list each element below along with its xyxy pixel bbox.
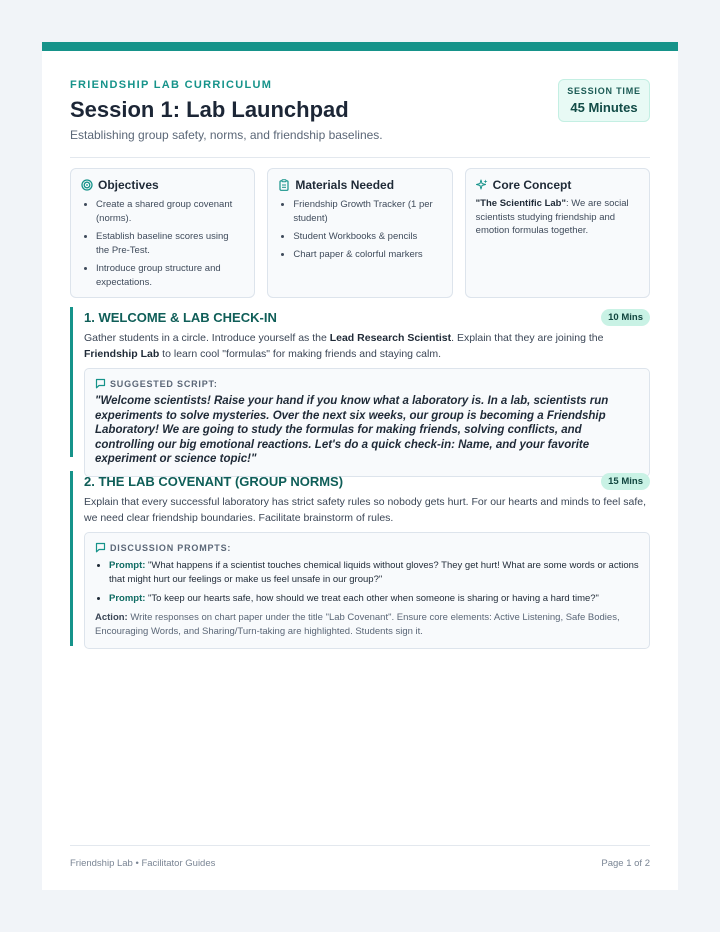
suggested-script-text: "Welcome scientists! Raise your hand if you know what a laboratory is. In a lab, scientists run experiments to solve mysteries. Over the next six weeks, our group is becoming a Friendship Laboratory! We are going to study the formulas for making friends, solving conflicts, and controlling our big emotional reactions. Let's do a quick check-in: Name, and your favorite experiment or science topic!" xyxy=(95,395,609,465)
objectives-title: Objectives xyxy=(98,178,159,192)
materials-card xyxy=(267,168,452,298)
prompts-list xyxy=(95,559,639,606)
footer-left: Friendship Lab • Facilitator Guides xyxy=(70,858,216,869)
core-concept-card-header xyxy=(476,178,639,192)
list-item: • Introduce group structure and expectations. xyxy=(96,262,244,290)
list-item: • Friendship Growth Tracker (1 per student) xyxy=(293,198,441,226)
curriculum-kicker: FRIENDSHIP LAB CURRICULUM xyxy=(70,79,273,91)
page-subtitle: Establishing group safety, norms, and friendship baselines. xyxy=(70,128,383,142)
discussion-prompts-box xyxy=(84,532,650,649)
overview-cards xyxy=(70,168,650,298)
section-welcome xyxy=(70,307,650,465)
session-time-label: SESSION TIME xyxy=(567,86,641,96)
sparkles-icon xyxy=(476,179,488,191)
suggested-script-box xyxy=(84,368,650,477)
action-note xyxy=(95,611,639,639)
section-title: 2. THE LAB COVENANT (GROUP NORMS) xyxy=(84,473,344,489)
session-time-value: 45 Minutes xyxy=(570,100,638,115)
page-number: Page 1 of 2 xyxy=(601,858,650,869)
page xyxy=(42,42,678,890)
page-content xyxy=(70,51,650,890)
session-time-badge xyxy=(558,79,650,122)
target-icon xyxy=(81,179,93,191)
bold-run: Friendship Lab xyxy=(84,347,160,360)
list-item xyxy=(109,559,639,587)
box-header xyxy=(95,378,639,389)
header-divider xyxy=(70,157,650,158)
section-header xyxy=(84,307,650,327)
list-item: • Establish baseline scores using the Pre-Test. xyxy=(96,230,244,258)
duration-badge: 15 Mins xyxy=(601,473,650,490)
bold-run: Lead Research Scientist xyxy=(329,332,452,344)
list-item: • Chart paper & colorful markers xyxy=(293,248,441,262)
duration-badge: 10 Mins xyxy=(601,309,650,326)
materials-card-header xyxy=(278,178,441,192)
list-item xyxy=(109,592,639,606)
core-concept-card xyxy=(465,168,650,298)
section-lab-covenant xyxy=(70,471,650,646)
section-title: 1. WELCOME & LAB CHECK-IN xyxy=(84,309,277,325)
chat-bubble-icon xyxy=(95,542,106,553)
core-concept-title: Core Concept xyxy=(492,178,572,192)
chat-bubble-icon xyxy=(95,378,106,389)
section-instructions xyxy=(84,331,650,362)
text-run: to learn cool "formulas" for making friends and staying calm. xyxy=(159,347,442,360)
list-item: • Student Workbooks & pencils xyxy=(293,230,441,244)
action-label: Action: xyxy=(95,612,128,623)
objectives-card xyxy=(70,168,255,298)
section-header xyxy=(84,471,650,491)
objectives-card-header xyxy=(81,178,244,192)
core-concept-name: "The Scientific Lab" xyxy=(475,198,566,209)
action-text: Write responses on chart paper under the title "Lab Covenant". Ensure core elements: Active Listening, Safe Bodies, Encouraging Words, and Sharing/Turn-taking are highlighted. Students sign it. xyxy=(95,612,620,637)
prompt-text: "What happens if a scientist touches chemical liquids without gloves? They get hurt! What are some words or actions that might hurt our feelings or make us feel unsafe in our group?" xyxy=(109,560,639,585)
materials-list xyxy=(278,198,441,262)
list-item: • Create a shared group covenant (norms). xyxy=(96,198,244,226)
prompt-label: Prompt: xyxy=(109,593,146,604)
core-concept-description: : We are social scientists studying friendship and emotion formulas together. xyxy=(475,198,629,236)
box-header xyxy=(95,542,639,553)
clipboard-icon xyxy=(278,179,290,191)
text-run: . Explain that they are joining the xyxy=(451,332,604,344)
materials-title: Materials Needed xyxy=(295,178,395,192)
page-title: Session 1: Lab Launchpad xyxy=(70,97,349,122)
prompt-text: "To keep our hearts safe, how should we treat each other when someone is sharing or having a hard time?" xyxy=(145,593,599,604)
section-instructions: Explain that every successful laboratory has strict safety rules so nobody gets hurt. For our hearts and minds to feel safe, we need clear friendship boundaries. Facilitate brainstorm of rules. xyxy=(84,496,647,524)
objectives-list xyxy=(81,198,244,290)
core-concept-text xyxy=(476,197,639,238)
page-header xyxy=(70,79,650,149)
page-footer xyxy=(70,845,650,869)
box-label: DISCUSSION PROMPTS: xyxy=(110,542,232,553)
text-run: Gather students in a circle. Introduce yourself as the xyxy=(84,332,330,344)
box-label: SUGGESTED SCRIPT: xyxy=(110,378,218,389)
prompt-label: Prompt: xyxy=(109,560,146,571)
